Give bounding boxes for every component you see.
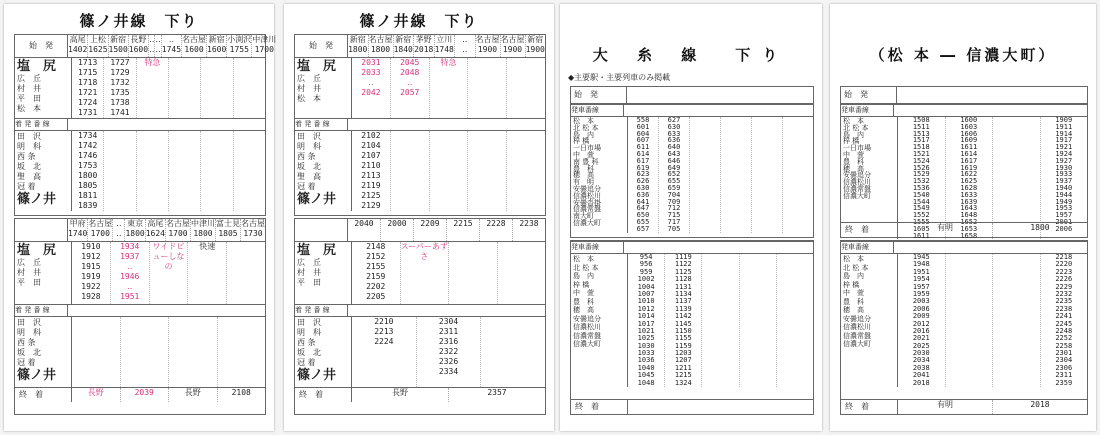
origin-cell: 新宿 1500 bbox=[109, 35, 129, 57]
origin-cell: 名古屋 1900 bbox=[476, 35, 501, 57]
origin-cell: 2228 bbox=[480, 219, 513, 241]
page-shinonoi-2 bbox=[284, 4, 554, 431]
origin-cell: 新宿 1840 bbox=[394, 35, 415, 57]
train-col bbox=[690, 117, 721, 233]
origin-cell: 立川 1748 bbox=[435, 35, 456, 57]
origin-cell: 中津川 1800 bbox=[191, 219, 216, 241]
origin-cell: 名古屋 1800 bbox=[369, 35, 394, 57]
origin-cell: 高尾 1402 bbox=[68, 35, 88, 57]
station: 平 田 bbox=[17, 94, 41, 103]
station-list-a bbox=[15, 58, 72, 118]
origin-cell: 東京 1800 bbox=[125, 219, 145, 241]
train-col bbox=[752, 117, 783, 233]
page-title: 篠ノ井線 下り bbox=[359, 12, 479, 30]
train-col: 954 956 959 1002 1004 1007 1010 1012 1014 1017 1021 1025 1030 1033 1036 1040 1045 1048 bbox=[628, 254, 665, 387]
section-b bbox=[15, 131, 265, 211]
train-col: 1600 1603 1606 1609 1611 1614 1617 1619 1622 1625 1628 1633 1639 1643 1648 1652 1653 1658 bbox=[946, 117, 994, 239]
train-col bbox=[946, 254, 994, 387]
origin-cell: 2238 bbox=[519, 219, 539, 228]
station-shiojiri: 塩 尻 bbox=[17, 59, 57, 74]
origin-cell: 名古屋 1900 bbox=[501, 35, 526, 57]
origin-cell: 新宿 1800 bbox=[348, 35, 369, 57]
origin-cell: ‥ ‥ bbox=[455, 35, 476, 57]
origin-cell: 2215 bbox=[447, 219, 480, 241]
upper-block bbox=[14, 34, 277, 216]
origin-cell: 名古屋 1600 bbox=[182, 35, 207, 57]
origin-cell: ‥ ‥ bbox=[155, 35, 161, 57]
origin-cells bbox=[68, 219, 265, 241]
station-list-b: 田 沢 明 科 西 条 坂 北 聖 高 冠 着 篠ノ井 bbox=[15, 131, 72, 211]
upper-block: 始 発 新宿 1800 名古屋 1800 新宿 1840 茅野 2018 立川 1748 ‥ ‥ 名古屋 1900 名古屋 1900 新宿 1900 塩 尻 広 丘 村 井 松 本 2031 2033 ‥ 2042 2045 2048 ‥ 2057 特急 着 発 番 線 田 沢 明 科 西 条 坂 北 聖 高 冠 着 篠ノ井 2102 2104 2107 2110 2113 2119 2125 2129 bbox=[294, 34, 546, 216]
lower-block: 発車番線 松 本 北 松 本 島 内 梓 橋 中 萱 豊 科 穂 高 安曇追分 信濃松川 信濃常盤 信濃大町 1945 1948 1951 1954 1957 1959 2003 2006 2009 2012 2016 2021 2025 2030 2034 2038 2041 2018 2218 2220 2223 2226 2229 2232 2235 2238 2241 2245 2248 2252 2258 2301 2304 2306 2311 2359 終 着 有明 2018 bbox=[840, 240, 1088, 415]
express-col: 特急 bbox=[137, 58, 169, 118]
station-shinonoi: 篠ノ井 bbox=[17, 192, 57, 207]
train-col bbox=[777, 254, 813, 387]
origin-cell: ‥ 1745 bbox=[162, 35, 182, 57]
train-col bbox=[783, 117, 813, 233]
origin-cell: 長野 1600 bbox=[129, 35, 149, 57]
train-col: 1119 1122 1125 1128 1131 1134 1137 1139 1142 1145 1150 1155 1159 1203 1207 1211 1215 1324 bbox=[665, 254, 702, 387]
train-col: 1508 1511 1513 1517 1518 1521 1524 1526 1529 1532 1536 1540 1544 1549 1552 1555 1605 1611 bbox=[898, 117, 946, 239]
page-shinonoi-1 bbox=[4, 4, 277, 431]
origin-cell: 茅野 2018 bbox=[414, 35, 435, 57]
station: 広 丘 bbox=[17, 74, 41, 83]
page-title: 大 糸 線 下り bbox=[592, 46, 790, 64]
origin-cell: 名古屋 1700 bbox=[88, 219, 113, 241]
origin-label: 始 発 bbox=[15, 35, 68, 57]
times-a bbox=[72, 58, 265, 118]
station: 村 井 bbox=[17, 84, 41, 93]
train-col: 1909 1911 1914 1917 1921 1924 1927 1930 1933 1937 1940 1944 1949 1953 1957 2001 2006 bbox=[1055, 116, 1073, 233]
origin-cell: 2000 bbox=[381, 219, 414, 241]
origin-cell: 中津川 1700 bbox=[252, 35, 277, 54]
origin-cell: ‥ ‥ bbox=[113, 219, 125, 241]
lower-block: 発車番線 松 本 北 松 本 島 内 梓 橋 中 萱 豊 科 穂 高 安曇追分 信濃松川 信濃常盤 信濃大町 954 956 959 1002 1004 1007 1010 1012 1014 1017 1021 1025 1030 1033 1036 1040 1045 1048 1119 1122 1125 1128 1131 1134 1137 1139 1142 1145 1150 1155 1159 1203 1207 1211 1215 1324 終 着 bbox=[570, 240, 814, 415]
train-col: 1727 1729 1732 1735 1738 1741 bbox=[104, 58, 136, 118]
origin-cell: 2209 bbox=[414, 219, 447, 241]
train-col: 1734 1742 1746 1753 1800 1805 1811 1839 bbox=[72, 131, 104, 211]
upper-block: 始 発 発車番線 松 本 北 松 本 島 内 梓 橋 一日市場 中 萱 南 豊 科 豊 科 穂 高 有 明 安曇追分 信濃松川 安曇沓掛 信濃常盤 南大町 信濃大町 558 601 604 607 611 614 617 619 623 626 630 636 641 647 650 655 657 627 630 633 636 640 643 646 649 652 655 659 704 709 712 715 717 705 bbox=[570, 86, 814, 238]
service-row: 着 発 番 線 bbox=[15, 118, 265, 131]
train-col bbox=[993, 254, 1041, 387]
lower-block: 甲府 1740 名古屋 1700 ‥ ‥ 東京 1800 高尾 1624 名古屋 1700 中津川 1800 富士見 1805 名古屋 1730 塩 尻 広 丘 村 井 平 田 1910 1912 1915 1919 1922 1928 1934 1937 ‥ 1946 ‥ 1951 ワイドビューしなの 快速 着 発 番 線 田 沢 明 科 西 条 坂 北 冠 着 篠ノ井 終 着 長野 2039 長野 2108 bbox=[14, 218, 266, 415]
train-col bbox=[740, 254, 777, 387]
origin-cell: 上松 1625 bbox=[88, 35, 108, 57]
train-col bbox=[702, 254, 739, 387]
origin-cells bbox=[68, 35, 276, 57]
page-matsumoto-omachi bbox=[830, 4, 1096, 431]
train-col: 1945 1948 1951 1954 1957 1959 2003 2006 2009 2012 2016 2021 2025 2030 2034 2038 2041 2018 bbox=[898, 254, 946, 387]
page-title: 篠ノ井線 下り bbox=[79, 12, 199, 30]
footer-row: 終 着 長野 2039 長野 2108 bbox=[15, 387, 265, 402]
section-a bbox=[15, 58, 265, 118]
origin-cell: 小渕沢 1755 bbox=[227, 35, 252, 57]
origin-cell: 名古屋 1700 bbox=[166, 219, 191, 241]
origin-cell: ‥ ‥ bbox=[149, 35, 155, 57]
origin-cell: 名古屋 1730 bbox=[241, 219, 265, 238]
origin-row bbox=[15, 219, 265, 242]
train-col bbox=[993, 117, 1041, 239]
origin-cell: 新宿 1600 bbox=[207, 35, 227, 57]
origin-cell: 富士見 1805 bbox=[216, 219, 241, 241]
train-col: 2218 2220 2223 2226 2229 2232 2235 2238 2241 2245 2248 2252 2258 2301 2304 2306 2311 2359 bbox=[1055, 253, 1073, 387]
train-col: 1713 1715 1718 1721 1724 1731 bbox=[72, 58, 104, 118]
origin-cell: 甲府 1740 bbox=[68, 219, 88, 241]
origin-cell: 新宿 1900 bbox=[525, 35, 545, 54]
station: 松 本 bbox=[17, 104, 41, 113]
note: ◆主要駅・主要列車のみ掲載 bbox=[568, 73, 671, 82]
origin-row bbox=[15, 35, 277, 58]
page-oito bbox=[560, 4, 822, 431]
train-col: 627 630 633 636 640 643 646 649 652 655 659 704 709 712 715 717 705 bbox=[659, 117, 690, 233]
lower-block: 2040 2000 2209 2215 2228 2238 塩 尻 広 丘 村 井 平 田 2148 2152 2155 2159 2202 2205 スーパーあずさ 着 発 番 線 田 沢 明 科 西 条 坂 北 冠 着 篠ノ井 2210 2213 2224 2304 2311 2316 2322 2326 2334 終 着 長野 2357 bbox=[294, 218, 546, 415]
origin-cell: 2040 bbox=[348, 219, 381, 241]
train-col: 558 601 604 607 611 614 617 619 623 626 630 636 641 647 650 655 657 bbox=[628, 117, 659, 233]
origin-cell: 高尾 1624 bbox=[146, 219, 166, 241]
page-title: （松 本 ― 信濃大町） bbox=[869, 46, 1057, 64]
train-col bbox=[721, 117, 752, 233]
upper-block: 始 発 発車番線 松 本 北 松 本 島 内 梓 橋 一日市場 中 萱 豊 科 穂 高 安曇追分 信濃松川 信濃常盤 信濃大町 1508 1511 1513 1517 1518 1521 1524 1526 1529 1532 1536 1540 1544 1549 1552 1555 1605 1611 1600 1603 1606 1609 1611 1614 1617 1619 1622 1625 1628 1633 1639 1643 1648 1652 1653 1658 1909 1911 1914 1917 1921 1924 1927 1930 1933 1937 1940 1944 1949 1953 1957 2001 2006 終 着 有明 1800 bbox=[840, 86, 1088, 238]
